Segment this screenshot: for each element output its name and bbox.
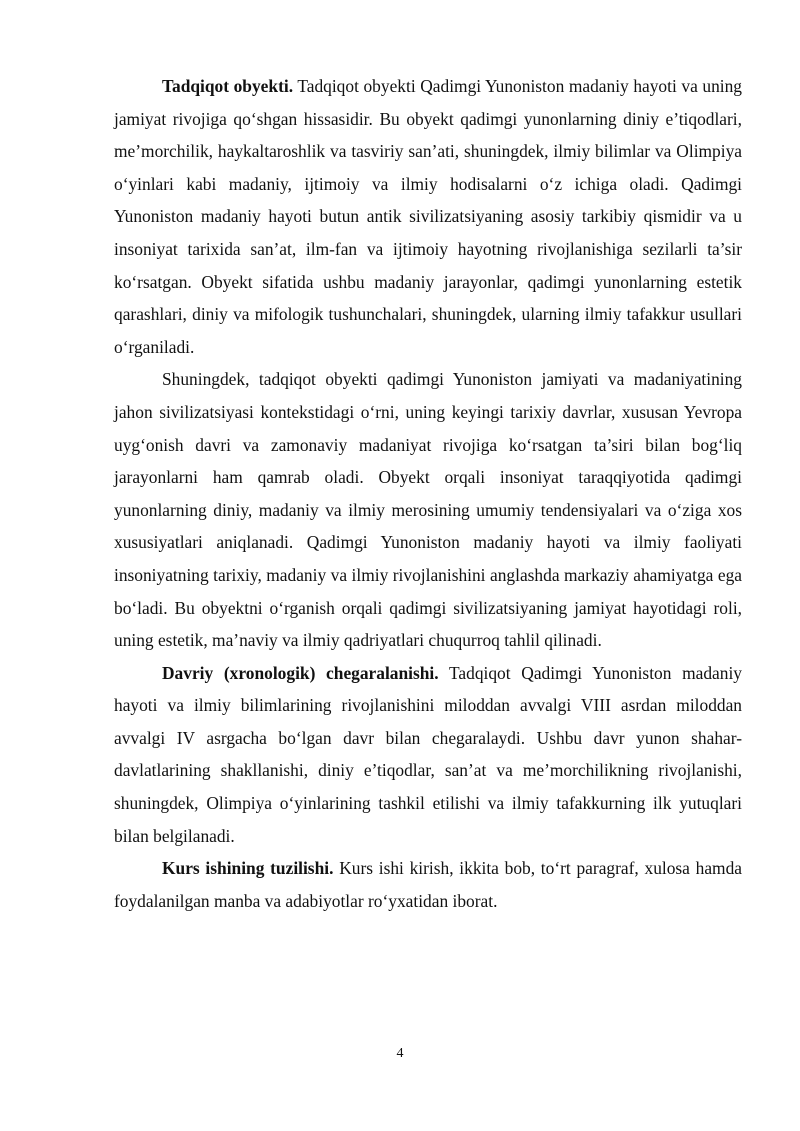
paragraph-text: Tadqiqot obyekti Qadimgi Yunoniston madaniy hayoti va uning jamiyat rivojiga qo‘shgan hissasidir. Bu obyekt qadimgi yunonlarning diniy e’tiqodlari, me’morchilik, haykaltaroshlik va tasviriy san’ati, shuningdek, ilmiy bilimlar va Olimpiya o‘yinlari kabi madaniy, ijtimoiy va ilmiy hodisalarni o‘z ichiga oladi. Qadimgi Yunoniston madaniy hayoti butun antik sivilizatsiyaning asosiy tarkibiy qismidir va u insoniyat tarixida san’at, ilm-fan va ijtimoiy hayotning rivojlanishiga sezilarli ta’sir ko‘rsatgan. Obyekt sifatida ushbu madaniy jarayonlar, qadimgi yunonlarning estetik qarashlari, diniy va mifologik tushunchalari, shuningdek, ularning ilmiy tafakkur usullari o‘rganiladi. [114, 76, 742, 357]
paragraph-research-object-continued [114, 363, 742, 656]
paragraph-research-object [114, 70, 742, 363]
paragraph-text: Shuningdek, tadqiqot obyekti qadimgi Yunoniston jamiyati va madaniyatining jahon sivilizatsiyasi kontekstidagi o‘rni, uning keyingi tarixiy davrlar, xususan Yevropa uyg‘onish davri va zamonaviy madaniyat rivojiga ko‘rsatgan ta’siri bilan bog‘liq jarayonlarni ham qamrab oladi. Obyekt orqali insoniyat taraqqiyotida qadimgi yunonlarning diniy, madaniy va ilmiy merosining umumiy tendensiyalari va o‘ziga xos xususiyatlari aniqlanadi. Qadimgi Yunoniston madaniy hayoti va ilmiy faoliyati insoniyatning tarixiy, madaniy va ilmiy rivojlanishini anglashda markaziy ahamiyatga ega bo‘ladi. Bu obyektni o‘rganish orqali qadimgi sivilizatsiyaning jamiyat hayotidagi roli, uning estetik, ma’naviy va ilmiy qadriyatlari chuqurroq tahlil qilinadi. [114, 369, 742, 651]
paragraph-chronological-limits [114, 657, 742, 853]
paragraph-text: Kurs ishi kirish, ikkita bob, to‘rt paragraf, xulosa hamda foydalanilgan manba va adabiyotlar ro‘yxatidan iborat. [114, 858, 742, 911]
paragraph-heading: Kurs ishining tuzilishi. [162, 858, 334, 879]
page-number: 4 [396, 1046, 404, 1061]
paragraph-heading: Tadqiqot obyekti. [162, 76, 294, 96]
paragraph-heading: Davriy (xronologik) chegaralanishi. [162, 662, 439, 683]
paragraph-course-structure [114, 852, 742, 917]
paragraph-text: Tadqiqot Qadimgi Yunoniston madaniy hayoti va ilmiy bilimlarining rivojlanishini miloddan avvalgi VIII asrdan miloddan avvalgi IV asrgacha bo‘lgan davr bilan chegaralaydi. Ushbu davr yunon shahar-davlatlarining shakllanishi, diniy e’tiqodlar, san’at va me’morchilikning rivojlanishi, shuningdek, Olimpiya o‘yinlarining tashkil etilishi va ilmiy tafakkurning ilk yutuqlari bilan belgilanadi. [114, 662, 742, 846]
body-text [114, 70, 742, 917]
